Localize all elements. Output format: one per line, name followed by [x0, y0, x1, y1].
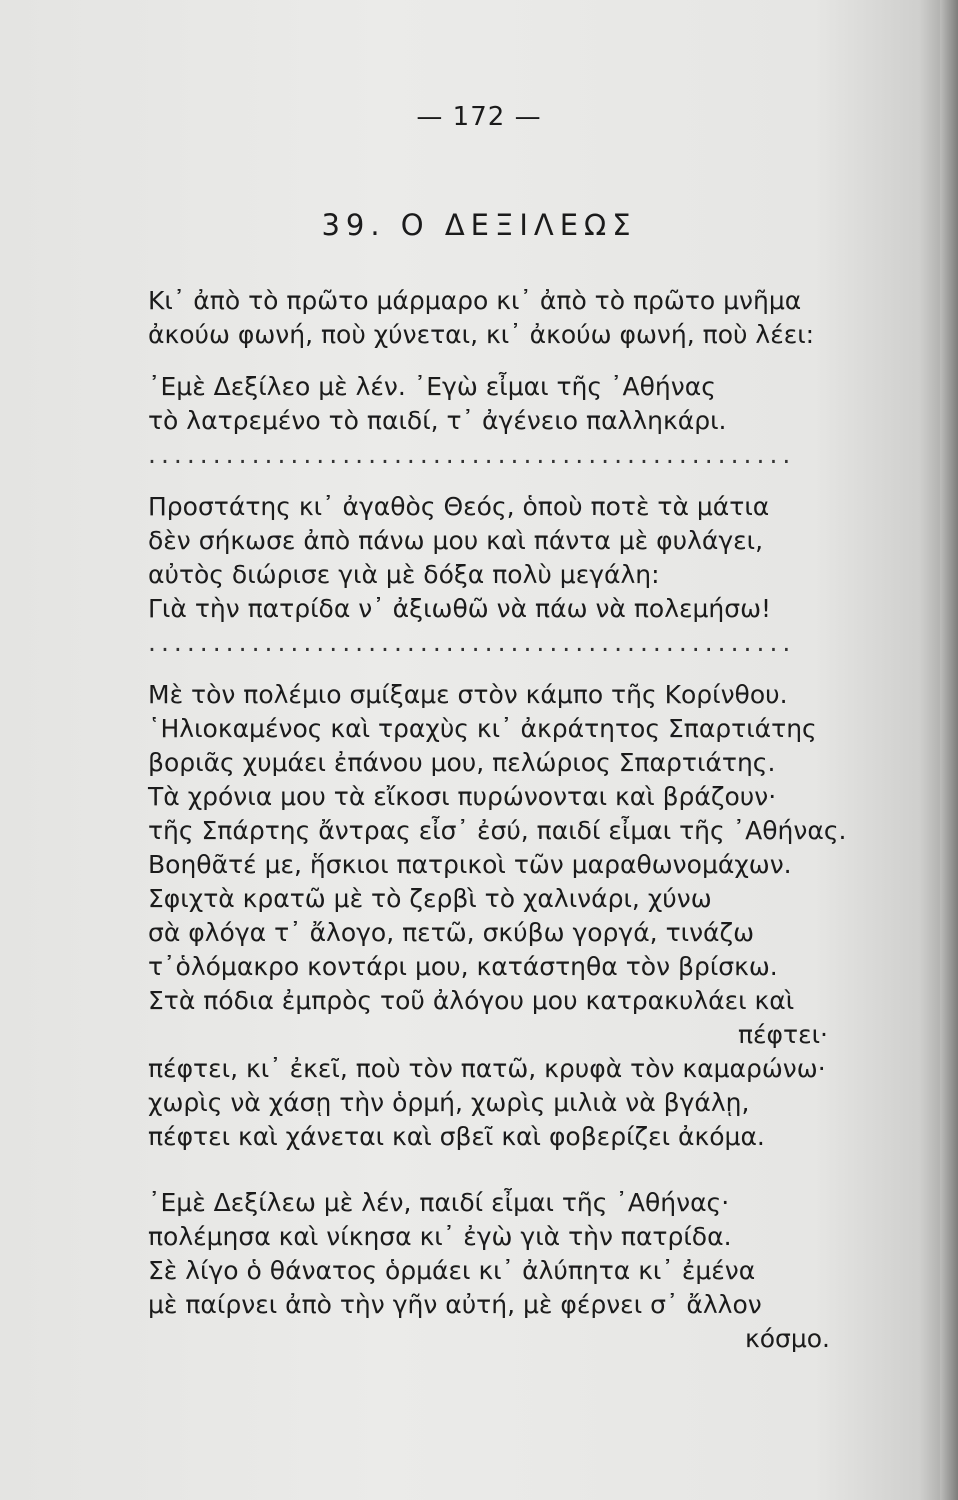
poem-line: Γιὰ τὴν πατρίδα ν᾿ ἀξιωθῶ νὰ πάω νὰ πολεμήσω! [148, 594, 772, 623]
poem-line: πολέμησα καὶ νίκησα κι᾿ ἐγὼ γιὰ τὴν πατρίδα. [148, 1222, 732, 1251]
poem-line: Σὲ λίγο ὁ θάνατος ὁρμάει κι᾿ ἀλύπητα κι᾿ ἐμένα [148, 1256, 756, 1285]
poem-line: Στὰ πόδια ἐμπρὸς τοῦ ἀλόγου μου κατρακυλάει καὶ [148, 986, 795, 1015]
poem-line: αὐτὸς διώρισε γιὰ μὲ δόξα πολὺ μεγάλη: [148, 560, 660, 589]
poem-line: Κι᾿ ἀπὸ τὸ πρῶτο μάρμαρο κι᾿ ἀπὸ τὸ πρῶτο μνῆμα [148, 286, 802, 315]
poem-line: τ᾿ὁλόμακρο κοντάρι μου, κατάστηθα τὸν βρίσκω. [148, 952, 778, 981]
poem-body [148, 284, 908, 1356]
poem-line: σὰ φλόγα τ᾿ ἄλογο, πετῶ, σκύβω γοργά, τινάζω [148, 918, 755, 947]
page-number: — 172 — [416, 102, 542, 132]
poem-line: Τὰ χρόνια μου τὰ εἴκοσι πυρώνονται καὶ βράζουν· [148, 782, 777, 811]
poem-line: ᾿Εμὲ Δεξίλεο μὲ λέν. ᾿Εγὼ εἶμαι τῆς ᾿Αθήνας [148, 372, 716, 401]
ellipsis-separator: .................................................. [148, 628, 796, 657]
poem-line: Βοηθᾶτέ με, ἥσκιοι πατρικοὶ τῶν μαραθωνομάχων. [148, 850, 792, 879]
poem-line: τῆς Σπάρτης ἄντρας εἶσ᾿ ἐσύ, παιδί εἶμαι τῆς ᾿Αθήνας. [148, 816, 847, 845]
poem-line: μὲ παίρνει ἀπὸ τὴν γῆν αὐτή, μὲ φέρνει σ᾿ ἄλλον [148, 1290, 762, 1319]
poem-line-continuation: κόσμο. [744, 1324, 830, 1353]
poem-line: δὲν σήκωσε ἀπὸ πάνω μου καὶ πάντα μὲ φυλάγει, [148, 526, 764, 555]
poem-line-continuation: πέφτει· [737, 1020, 828, 1049]
poem-line: πέφτει καὶ χάνεται καὶ σβεῖ καὶ φοβερίζει ἀκόμα. [148, 1122, 765, 1151]
poem-line: Σφιχτὰ κρατῶ μὲ τὸ ζερβὶ τὸ χαλινάρι, χύνω [148, 884, 712, 913]
ellipsis-separator: .................................................. [148, 440, 796, 469]
poem-line: πέφτει, κι᾿ ἐκεῖ, ποὺ τὸν πατῶ, κρυφὰ τὸν καμαρώνω· [148, 1054, 826, 1083]
poem-line: ᾿Εμὲ Δεξίλεω μὲ λέν, παιδί εἶμαι τῆς ᾿Αθήνας· [148, 1188, 730, 1217]
poem-line: ἀκούω φωνή, ποὺ χύνεται, κι᾿ ἀκούω φωνή, ποὺ λέει: [148, 320, 815, 349]
poem-line: χωρὶς νὰ χάσῃ τὴν ὁρμή, χωρὶς μιλιὰ νὰ βγάλῃ, [148, 1088, 750, 1117]
poem-line: Προστάτης κι᾿ ἀγαθὸς Θεός, ὁποὺ ποτὲ τὰ μάτια [148, 492, 770, 521]
poem-line: Μὲ τὸν πολέμιο σμίξαμε στὸν κάμπο τῆς Κορίνθου. [148, 680, 788, 709]
poem-title: 39. Ο ΔΕΞΙΛΕΩΣ [321, 208, 637, 242]
poem-line: τὸ λατρεμένο τὸ παιδί, τ᾿ ἀγένειο παλληκάρι. [148, 406, 727, 435]
poem-line: βοριᾶς χυμάει ἐπάνου μου, πελώριος Σπαρτιάτης. [148, 748, 776, 777]
poem-line: ῾Ηλιοκαμένος καὶ τραχὺς κι᾿ ἀκράτητος Σπαρτιάτης [148, 714, 817, 743]
